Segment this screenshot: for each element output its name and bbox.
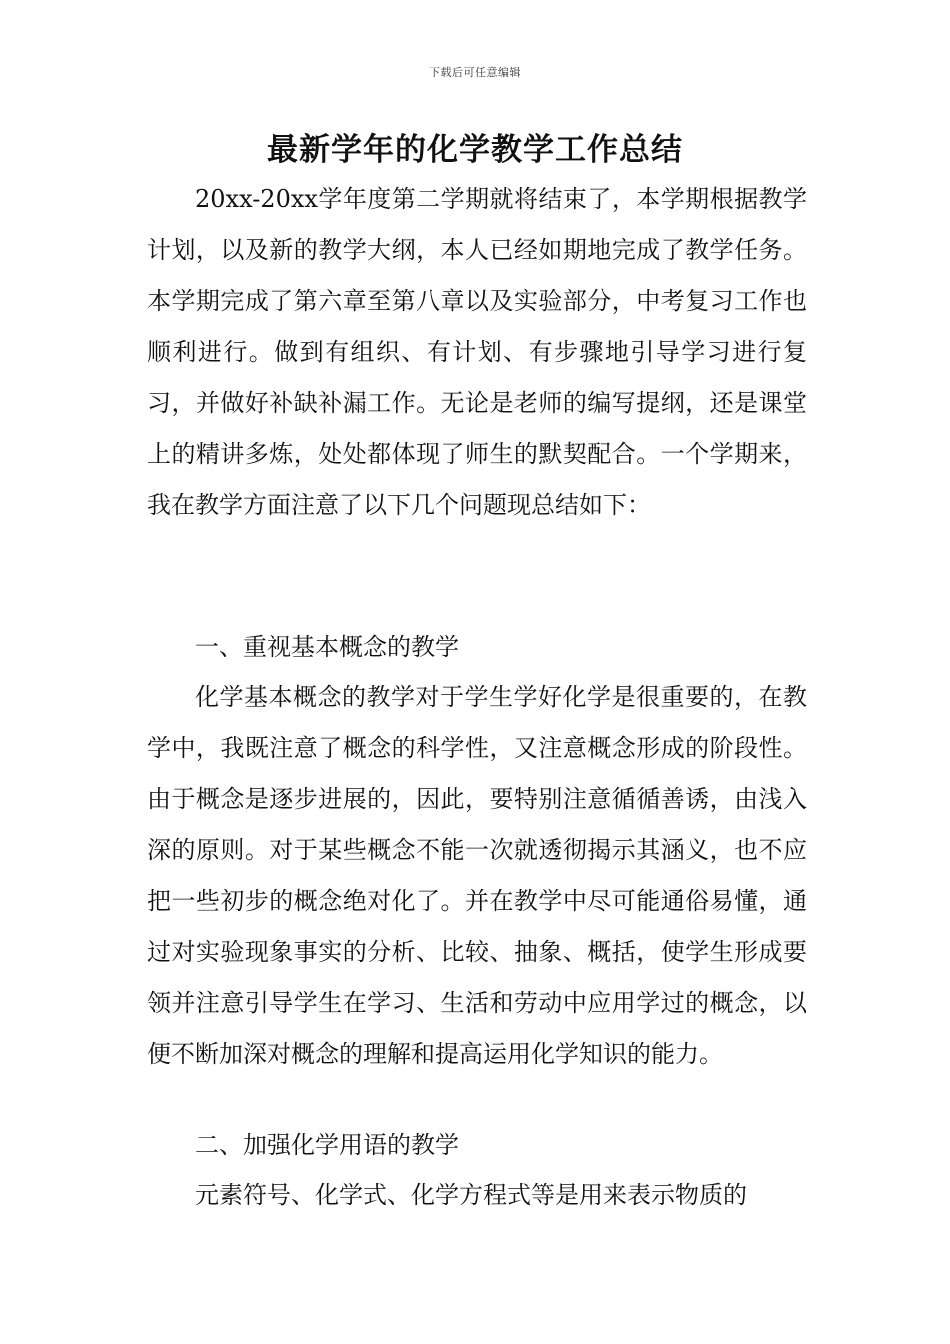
section-heading-2: 二、加强化学用语的教学 bbox=[195, 1131, 459, 1159]
header-note: 下载后可任意编辑 bbox=[429, 66, 521, 79]
document-title: 最新学年的化学教学工作总结 bbox=[267, 132, 683, 168]
section-paragraph-1: 化学基本概念的教学对于学生学好化学是很重要的，在教学中，我既注意了概念的科学性，又注意概念形成的阶段性。由于概念是逐步进展的，因此，要特别注意循循善诱，由浅入深的原则。对于某些概念不能一次就透彻揭示其涵义，也不应把一些初步的概念绝对化了。并在教学中尽可能通俗易懂，通过对实验现象事实的分析、比较、抽象、概括，使学生形成要领并注意引导学生在学习、生活和劳动中应用学过的概念，以便不断加深对概念的理解和提高运用化学知识的能力。 bbox=[147, 683, 807, 1068]
intro-paragraph: 20xx-20xx学年度第二学期就将结束了，本学期根据教学计划，以及新的教学大纲，本人已经如期地完成了教学任务。本学期完成了第六章至第八章以及实验部分，中考复习工作也顺利进行。做到有组织、有计划、有步骤地引导学习进行复习，并做好补缺补漏工作。无论是老师的编写提纲，还是课堂上的精讲多炼，处处都体现了师生的默契配合。一个学期来，我在教学方面注意了以下几个问题现总结如下： bbox=[147, 185, 807, 519]
section-heading-1: 一、重视基本概念的教学 bbox=[195, 633, 459, 661]
section-paragraph-2: 元素符号、化学式、化学方程式等是用来表示物质的 bbox=[195, 1181, 747, 1209]
